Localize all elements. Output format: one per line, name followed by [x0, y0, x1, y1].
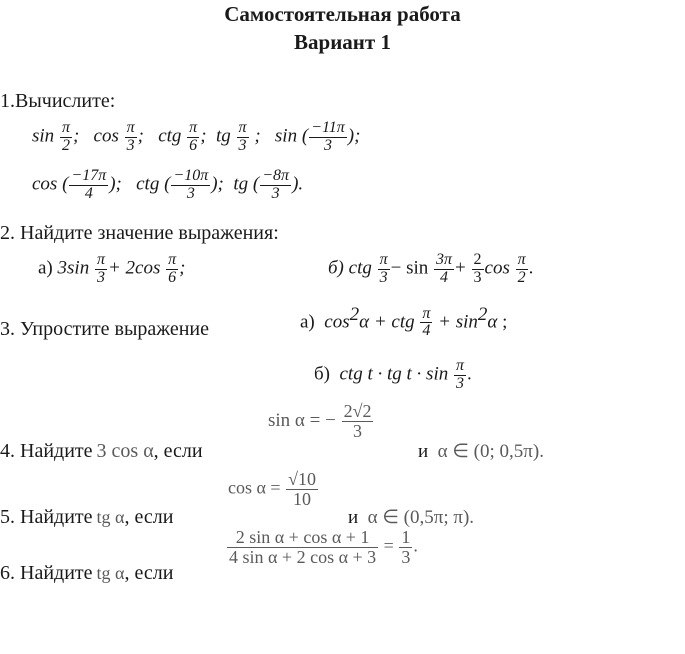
- t1-r2-fn0: cos: [32, 173, 58, 195]
- t5-cond-left: cos α =: [228, 477, 281, 498]
- t4-and: и: [418, 441, 429, 462]
- t1-r2-den0: 4: [84, 184, 93, 202]
- t4-cond-num: 2√2: [343, 401, 372, 421]
- t2-b-p4: sin: [406, 257, 429, 279]
- t4-cond-den: 3: [353, 420, 362, 441]
- t1-r2-sep0: );: [109, 173, 122, 195]
- t4-expr: 3 cos α: [96, 440, 154, 462]
- task1-label: 1.Вычислите:: [0, 90, 116, 112]
- t1-r2-den1: 3: [186, 184, 195, 202]
- t3-a-p5: + sin: [438, 311, 478, 333]
- t2-a-p3: + 2cos: [107, 257, 161, 279]
- t3-a-label: а): [300, 311, 315, 333]
- t5-cond-frac: [286, 470, 318, 509]
- t1-r1-sep3: ;: [249, 125, 261, 147]
- t2-b-label: б): [328, 257, 344, 279]
- t5-label: 5. Найдите: [0, 506, 93, 528]
- t2-b-num1: 3π: [436, 251, 453, 268]
- t5-range-value: α ∈ (0,5π; π).: [367, 507, 475, 528]
- t1-r1-den3: 3: [238, 136, 247, 154]
- t5-cond-num: √10: [288, 469, 316, 489]
- t1-r1-num4: −11π: [311, 119, 345, 136]
- t3-a-num0: π: [422, 304, 431, 322]
- task4-condition: [268, 402, 374, 441]
- t3-a-p0: cos: [324, 311, 350, 333]
- t6-eq: =: [383, 535, 394, 556]
- t2-a-p6: ;: [179, 257, 186, 279]
- t1-r1-frac0: [60, 120, 72, 155]
- task3-b: [314, 358, 472, 393]
- t1-r2-frac1: [171, 168, 210, 203]
- t1-r1-sep2: ;: [200, 125, 207, 147]
- t3-b-num0: π: [455, 357, 464, 374]
- t1-r1-num0: π: [61, 119, 70, 136]
- t3-a-p8: ;: [502, 311, 508, 333]
- t1-r1-den1: 3: [126, 136, 135, 154]
- t2-b-p7: +: [455, 257, 466, 279]
- t1-r2-frac2: [260, 168, 291, 203]
- t4-cond-left: sin α = −: [268, 409, 336, 431]
- t4-range-value: α ∈ (0; 0,5π).: [437, 441, 544, 462]
- t6-if: , если: [124, 562, 174, 584]
- t2-b-frac2: [472, 252, 484, 287]
- t5-and: и: [348, 507, 359, 528]
- t6-expr: tg α: [96, 563, 125, 583]
- t2-b-den0: 3: [379, 268, 388, 286]
- t2-a-frac0: [95, 252, 107, 287]
- t1-r1-fn0: sin: [32, 125, 55, 147]
- t2-b-p10: cos: [484, 257, 510, 279]
- t3-a-frac0: [420, 306, 432, 341]
- t6-cond-frac: [227, 528, 378, 567]
- task6-condition: [226, 528, 418, 567]
- t2-a-num1: π: [168, 251, 177, 268]
- t3-b-den0: 3: [455, 374, 464, 392]
- t1-r1-den0: 2: [61, 136, 70, 154]
- t1-r1-fn2: ctg: [158, 125, 182, 147]
- task5-condition: [228, 470, 319, 509]
- t6-rhs-frac: [399, 528, 412, 567]
- t1-r1-frac3: [237, 120, 249, 155]
- t3-a-p2: α + ctg: [359, 311, 415, 333]
- t2-b-p3: −: [390, 257, 402, 279]
- task5-range: [348, 506, 474, 529]
- t1-r1-sep4: );: [347, 125, 361, 147]
- t1-r1-den2: 6: [189, 136, 198, 154]
- t1-r1-sep0: ;: [72, 125, 80, 147]
- task2-b: [328, 252, 533, 287]
- task4-line: [0, 440, 203, 463]
- task1-row1: sin $\frac{\pi}{2}$ ; cos $\frac{\pi}{3}$ ; ctg $\frac{\pi}{6}$ ; tg $\frac{\pi}{3}$ ; sin ( $\frac{-11\pi}{3}$ );: [32, 119, 361, 154]
- t2-b-frac3: [516, 252, 528, 287]
- t3-b-p3: .: [467, 363, 472, 385]
- t1-r1-num1: π: [126, 119, 135, 136]
- t1-r2-den2: 3: [271, 184, 280, 202]
- t1-r2-fn1: ctg: [136, 173, 160, 195]
- task5-line: [0, 506, 173, 529]
- t2-a-p0: 3sin: [57, 257, 90, 279]
- t5-cond-den: 10: [293, 488, 312, 509]
- t1-r1-frac1: [125, 120, 137, 155]
- task4-range: [418, 440, 544, 463]
- t2-b-num3: π: [517, 251, 526, 268]
- task3-label: 3. Упростите выражение: [0, 318, 210, 340]
- t6-cond-num: 2 sin α + cos α + 1: [227, 528, 378, 548]
- t5-if: , если: [124, 506, 174, 528]
- t1-r2-frac0: [69, 168, 108, 203]
- t1-r2-num0: −17π: [71, 167, 107, 184]
- t1-r1-sep1: ;: [137, 125, 144, 147]
- t3-b-label: б): [314, 363, 330, 385]
- t2-b-den2: 3: [473, 268, 482, 286]
- task3-a: [300, 304, 507, 340]
- t3-a-den0: 4: [422, 322, 431, 340]
- t2-a-frac1: [166, 252, 178, 287]
- t1-r2-sep1: );: [211, 173, 224, 195]
- t3-a-sup0: 2: [349, 304, 360, 325]
- task2-label: 2. Найдите значение выражения:: [0, 222, 279, 244]
- t1-r1-num2: π: [189, 119, 198, 136]
- t1-r1-fn3: tg: [216, 125, 231, 147]
- t3-a-p7: α: [487, 311, 498, 333]
- t4-if: , если: [153, 440, 203, 462]
- t1-r2-fn2: tg: [233, 173, 249, 195]
- t6-end: .: [413, 535, 418, 556]
- t2-b-p0: ctg: [348, 257, 372, 279]
- t6-cond-den: 4 sin α + 2 cos α + 3: [229, 546, 377, 567]
- t1-r2-num1: −10π: [173, 167, 209, 184]
- t1-r1-den4: 3: [323, 136, 332, 154]
- t2-a-den0: 3: [96, 268, 105, 286]
- t1-r1-num3: π: [238, 119, 247, 136]
- t2-b-num2: 2: [473, 251, 482, 268]
- t4-label: 4. Найдите: [0, 440, 93, 462]
- t2-a-num0: π: [96, 251, 105, 268]
- t6-rhs-den: 3: [401, 546, 411, 567]
- t2-b-frac1: [434, 252, 454, 287]
- t2-b-den1: 4: [440, 268, 449, 286]
- t1-r1-frac2: [187, 120, 199, 155]
- task1-row2: cos ( $\frac{-17\pi}{4}$ ); ctg ( $\frac{-10\pi}{3}$ ); tg ( $\frac{-8\pi}{3}$ ).: [32, 167, 304, 202]
- t5-expr: tg α: [96, 507, 125, 527]
- t3-b-p0: ctg t · tg t · sin: [339, 363, 449, 385]
- t2-a-label: а): [38, 257, 53, 279]
- t1-r1-fn1: cos: [93, 125, 119, 147]
- t1-r2-sep2: ).: [292, 173, 304, 195]
- page-title: Самостоятельная работа: [224, 2, 461, 26]
- t6-label: 6. Найдите: [0, 562, 93, 584]
- t2-b-num0: π: [379, 251, 388, 268]
- t1-r1-frac4: [309, 120, 347, 155]
- t2-b-den3: 2: [517, 268, 526, 286]
- t6-rhs-num: 1: [401, 527, 411, 547]
- t2-b-p13: .: [528, 257, 534, 279]
- task2-a: [38, 252, 185, 287]
- t2-a-den1: 6: [168, 268, 177, 286]
- t1-r1-fn4: sin: [274, 125, 298, 147]
- t1-r2-num2: −8π: [262, 167, 290, 184]
- t2-b-frac0: [378, 252, 390, 287]
- t4-cond-frac: [342, 402, 374, 441]
- variant-title: Вариант 1: [294, 30, 391, 54]
- t3-b-frac0: [454, 358, 466, 393]
- t3-a-sup1: 2: [477, 304, 488, 325]
- task6-line: [0, 562, 173, 585]
